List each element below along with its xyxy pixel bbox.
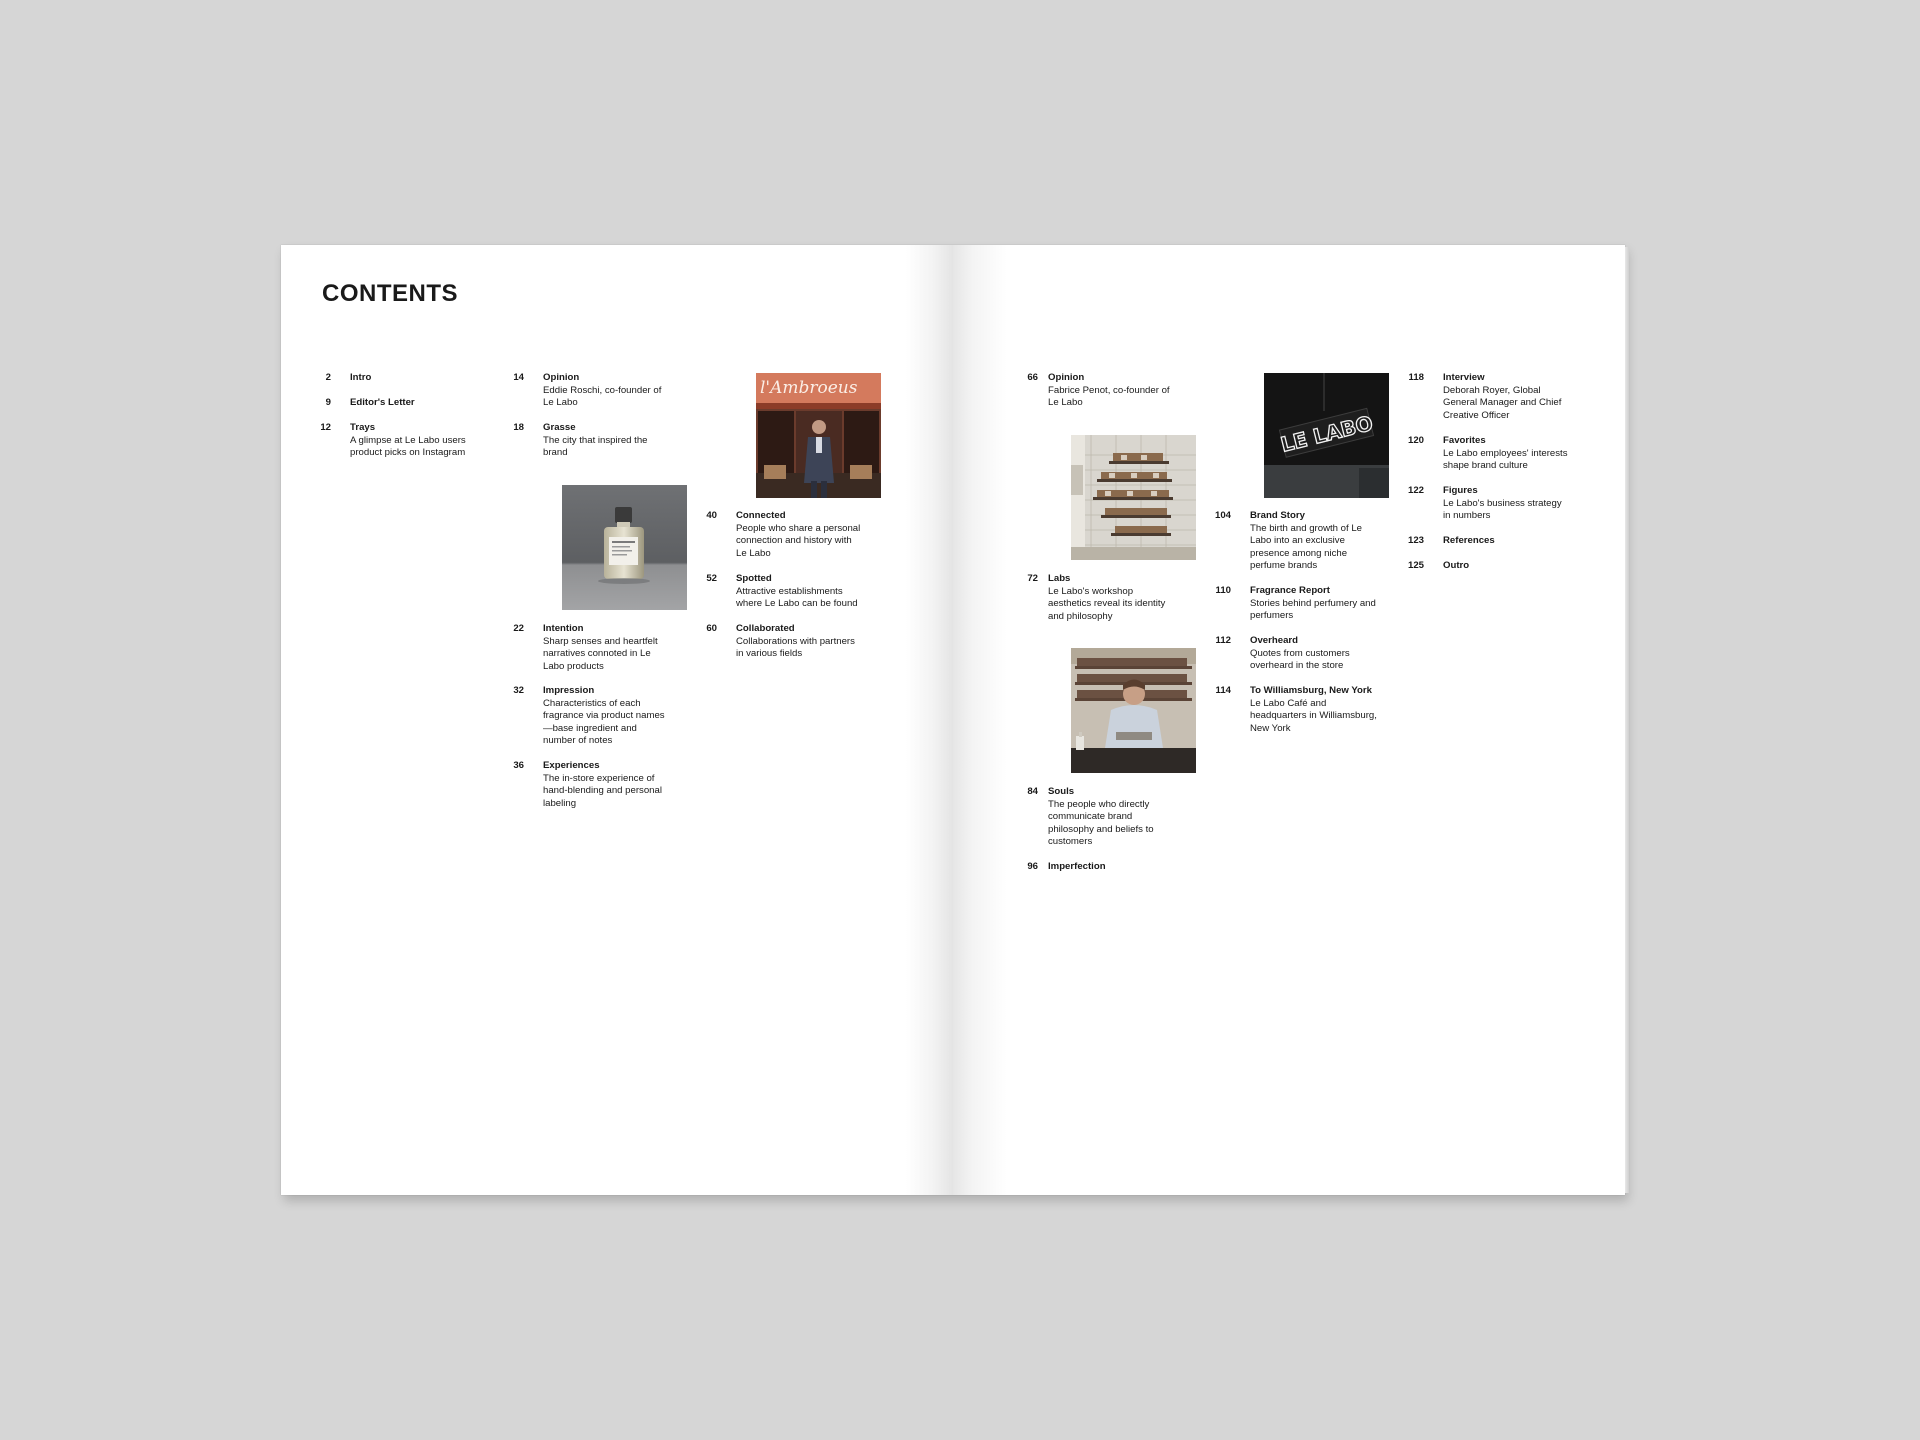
- toc-page-number: 40: [706, 510, 717, 521]
- toc-page-number: 9: [325, 397, 331, 408]
- toc-page-number: 112: [1215, 635, 1231, 646]
- toc-page-number: 2: [325, 372, 331, 383]
- toc-page-number: 72: [1027, 573, 1038, 584]
- toc-page-number: 120: [1407, 435, 1424, 446]
- toc-page-number: 118: [1408, 372, 1424, 383]
- toc-description: Stories behind perfumery and perfumers: [1250, 597, 1376, 621]
- toc-title: Labs: [1048, 573, 1071, 584]
- page-edge: [1625, 247, 1629, 1193]
- neon-sign-photo: [1264, 373, 1389, 498]
- toc-title: Intention: [543, 623, 584, 634]
- toc-description: The city that inspired the brand: [543, 434, 648, 458]
- toc-description: The birth and growth of Le Labo into an exclusive presence among niche perfume brands: [1250, 522, 1362, 571]
- toc-page-number: 22: [513, 623, 524, 634]
- right-page: [953, 245, 1625, 1195]
- toc-title: Impression: [543, 685, 595, 696]
- neon-sign-text: LE LABO: [1278, 410, 1376, 457]
- toc-page-number: 12: [320, 422, 331, 433]
- toc-description: The in-store experience of hand-blending and personal labeling: [543, 772, 662, 809]
- toc-description: Le Labo's workshop aesthetics reveal its identity and philosophy: [1048, 585, 1166, 622]
- toc-title: Opinion: [1048, 372, 1085, 383]
- toc-description: Quotes from customers overheard in the store: [1250, 647, 1350, 671]
- toc-description: Le Labo employees' interests shape brand culture: [1443, 447, 1568, 471]
- toc-description: The people who directly communicate brand philosophy and beliefs to customers: [1048, 798, 1154, 847]
- contents-title: CONTENTS: [322, 280, 458, 307]
- toc-description: Le Labo's business strategy in numbers: [1443, 497, 1562, 521]
- toc-page-number: 52: [706, 573, 717, 584]
- toc-title: Fragrance Report: [1250, 585, 1330, 596]
- toc-page-number: 84: [1027, 786, 1038, 797]
- workshop-shelves-photo: [1071, 435, 1196, 560]
- toc-title: Spotted: [736, 573, 772, 584]
- toc-page-number: 125: [1407, 560, 1424, 571]
- toc-title: Brand Story: [1250, 510, 1305, 521]
- toc-title: Overheard: [1250, 635, 1298, 646]
- toc-title: Trays: [350, 422, 376, 433]
- toc-page-number: 110: [1215, 585, 1231, 596]
- toc-page-number: 66: [1027, 372, 1038, 383]
- staff-portrait-photo: [1071, 648, 1196, 773]
- toc-page-number: 60: [706, 623, 717, 634]
- toc-title: Editor's Letter: [350, 397, 415, 408]
- toc-page-number: 36: [513, 760, 524, 771]
- toc-page-number: 18: [513, 422, 524, 433]
- toc-title: Outro: [1443, 560, 1470, 571]
- storefront-sign-text: l'Ambroeus: [760, 378, 858, 398]
- toc-page-number: 122: [1407, 485, 1424, 496]
- toc-title: References: [1443, 535, 1495, 546]
- toc-title: Souls: [1048, 786, 1075, 797]
- toc-description: Eddie Roschi, co-founder of Le Labo: [543, 384, 662, 408]
- toc-page-number: 123: [1407, 535, 1424, 546]
- toc-title: Connected: [736, 510, 786, 521]
- toc-description: Sharp senses and heartfelt narratives connoted in Le Labo products: [543, 635, 658, 672]
- toc-title: Imperfection: [1048, 861, 1106, 872]
- toc-description: Deborah Royer, Global General Manager and Chief Creative Officer: [1443, 384, 1562, 421]
- toc-title: Opinion: [543, 372, 580, 383]
- toc-page-number: 14: [513, 372, 524, 383]
- toc-page-number: 32: [513, 685, 524, 696]
- toc-page-number: 96: [1027, 861, 1038, 872]
- toc-title: Grasse: [543, 422, 576, 433]
- toc-description: Collaborations with partners in various fields: [736, 635, 855, 659]
- toc-description: Fabrice Penot, co-founder of Le Labo: [1048, 384, 1170, 408]
- toc-title: Collaborated: [736, 623, 795, 634]
- toc-title: Intro: [350, 372, 372, 383]
- toc-description: A glimpse at Le Labo users product picks on Instagram: [350, 434, 466, 458]
- toc-description: People who share a personal connection and history with Le Labo: [736, 522, 861, 559]
- perfume-bottle-photo: [562, 485, 687, 610]
- storefront-man-photo: [756, 373, 881, 498]
- toc-title: Experiences: [543, 760, 600, 771]
- toc-title: Figures: [1443, 485, 1478, 496]
- toc-title: To Williamsburg, New York: [1250, 685, 1372, 696]
- toc-description: Characteristics of each fragrance via product names—base ingredient and number of notes: [543, 697, 665, 746]
- toc-title: Favorites: [1443, 435, 1486, 446]
- toc-description: Le Labo Café and headquarters in Williamsburg, New York: [1250, 697, 1377, 734]
- magazine-spread: [281, 245, 1625, 1195]
- toc-description: Attractive establishments where Le Labo can be found: [736, 585, 858, 609]
- toc-title: Interview: [1443, 372, 1485, 383]
- toc-page-number: 104: [1214, 510, 1231, 521]
- left-page: [281, 245, 953, 1195]
- toc-page-number: 114: [1215, 685, 1231, 696]
